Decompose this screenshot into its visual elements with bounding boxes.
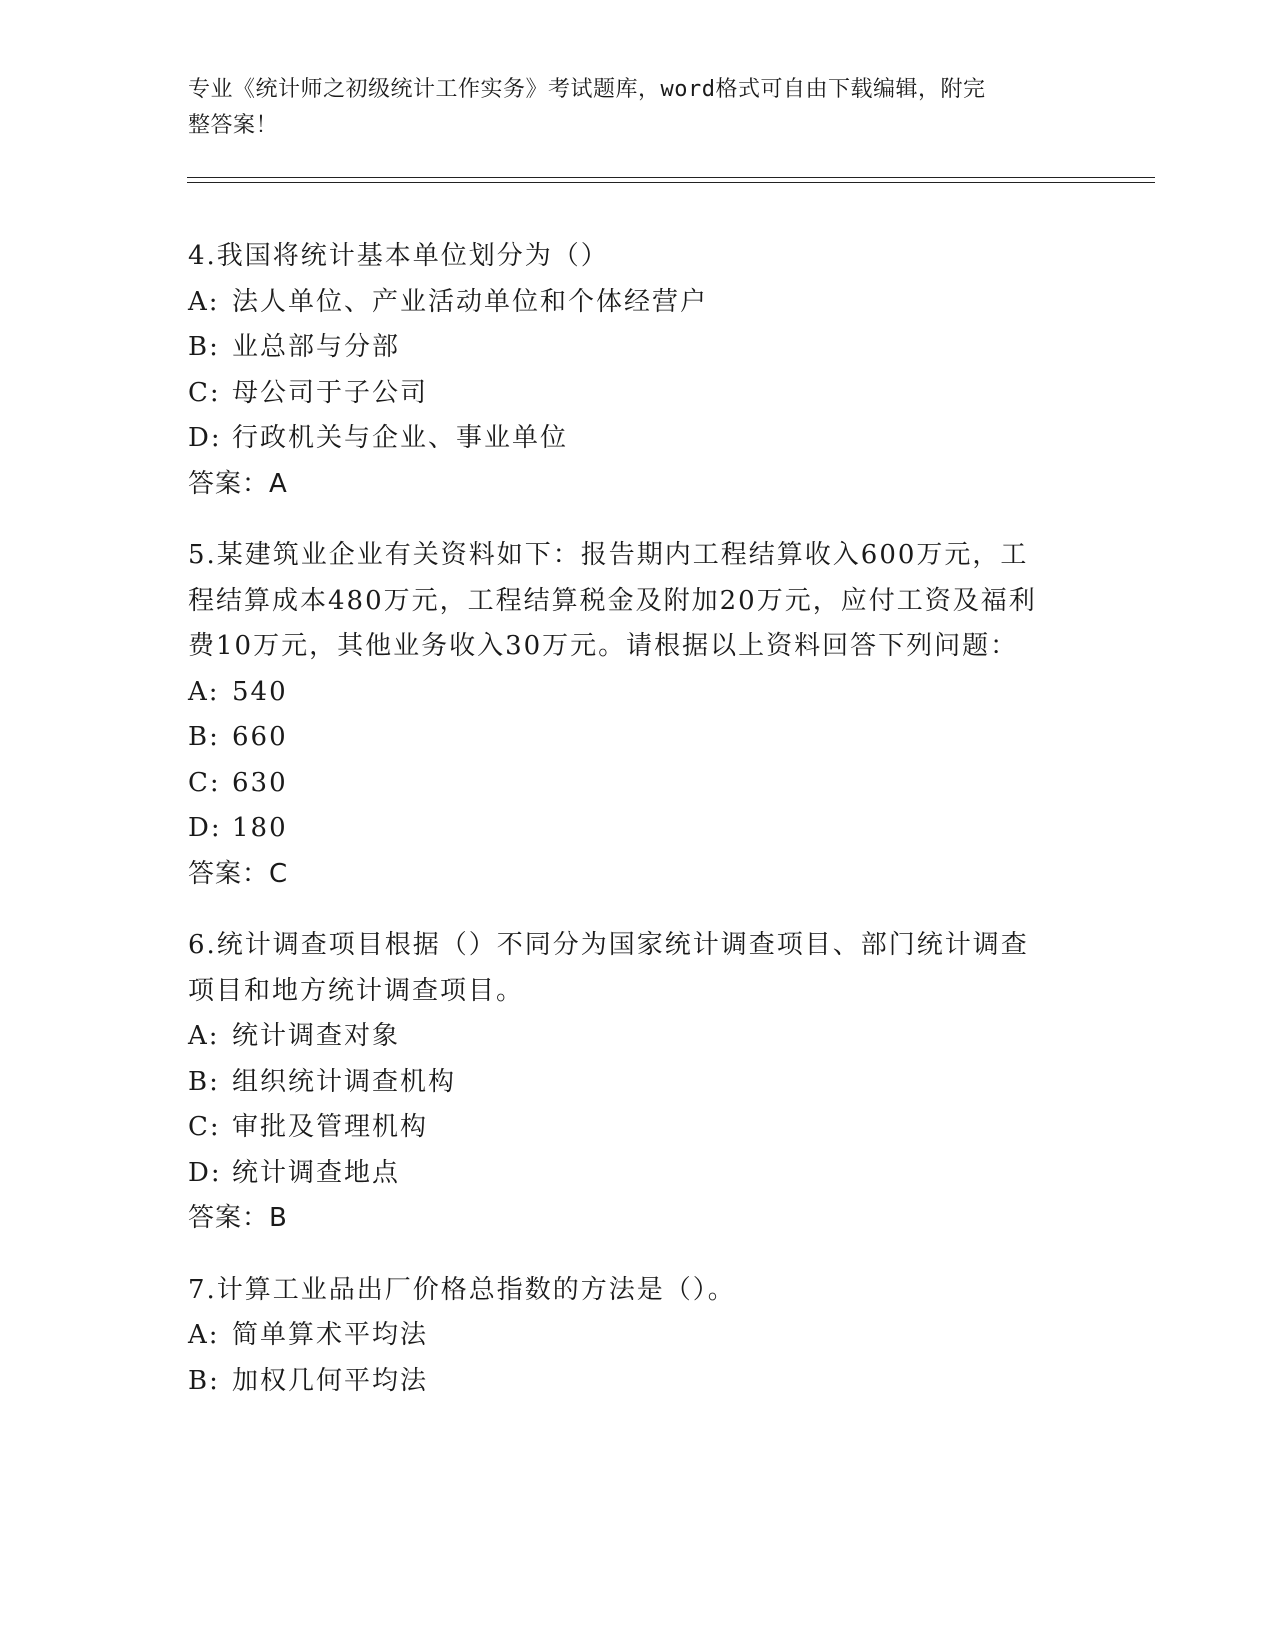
option-text: 审批及管理机构 — [232, 1112, 429, 1142]
option-a — [188, 1014, 1088, 1060]
question-stem-line-1: 6.统计调查项目根据（）不同分为国家统计调查项目、部门统计调查 — [188, 930, 1029, 960]
question-4 — [188, 234, 1088, 507]
question-5 — [188, 533, 1088, 897]
header-line-2: 整答案！ — [188, 113, 279, 138]
option-label: D: — [188, 813, 222, 843]
option-text: 母公司于子公司 — [232, 377, 429, 408]
option-d — [188, 1151, 1088, 1197]
option-d — [188, 416, 1088, 462]
question-stem-line-3: 费10万元，其他业务收入30万元。请根据以上资料回答下列问题： — [188, 631, 1019, 661]
option-a — [188, 280, 1088, 326]
option-c — [188, 1105, 1088, 1151]
question-stem-line-1: 5.某建筑业企业有关资料如下：报告期内工程结算收入600万元，工 — [188, 540, 1029, 570]
option-label: C: — [188, 1112, 221, 1142]
option-c — [188, 371, 1088, 417]
header-divider-top — [187, 177, 1155, 178]
question-stem: 7.计算工业品出厂价格总指数的方法是（）。 — [188, 1274, 736, 1305]
option-label: A: — [188, 1320, 220, 1350]
option-a — [188, 670, 1088, 716]
document-header — [188, 72, 1088, 144]
option-label: B: — [188, 1066, 220, 1097]
option-label: C: — [188, 767, 221, 798]
option-label: B: — [188, 1365, 220, 1396]
option-text: 统计调查对象 — [232, 1021, 401, 1051]
option-text: 统计调查地点 — [232, 1157, 401, 1188]
option-label: B: — [188, 722, 220, 752]
option-a — [188, 1313, 1088, 1359]
option-text: 行政机关与企业、事业单位 — [232, 423, 569, 453]
option-text: 简单算术平均法 — [232, 1320, 429, 1350]
question-stem-line-2: 项目和地方统计调查项目。 — [188, 975, 525, 1006]
question-6 — [188, 923, 1088, 1242]
option-label: C: — [188, 377, 221, 408]
question-list — [188, 234, 1088, 1430]
header-divider-bottom — [187, 182, 1155, 183]
option-text: 660 — [232, 722, 288, 752]
option-text: 180 — [232, 813, 288, 843]
option-b — [188, 325, 1088, 371]
option-text: 业总部与分部 — [232, 332, 401, 362]
answer: 答案：C — [188, 858, 289, 889]
option-label: D: — [188, 1157, 222, 1188]
option-b — [188, 715, 1088, 761]
question-7 — [188, 1268, 1088, 1405]
option-label: A: — [188, 676, 220, 707]
option-text: 540 — [232, 676, 288, 707]
option-text: 加权几何平均法 — [232, 1365, 429, 1396]
option-d — [188, 806, 1088, 852]
option-label: B: — [188, 332, 220, 362]
question-stem-line-2: 程结算成本480万元，工程结算税金及附加20万元，应付工资及福利 — [188, 585, 1037, 616]
option-text: 组织统计调查机构 — [232, 1066, 457, 1097]
answer: 答案：B — [188, 1203, 288, 1233]
option-b — [188, 1060, 1088, 1106]
option-label: D: — [188, 423, 222, 453]
option-text: 630 — [232, 767, 288, 798]
option-text: 法人单位、产业活动单位和个体经营户 — [232, 286, 709, 317]
header-line-1: 专业《统计师之初级统计工作实务》考试题库，word格式可自由下载编辑，附完 — [188, 77, 986, 102]
answer: 答案：A — [188, 468, 288, 499]
option-label: A: — [188, 286, 220, 317]
question-stem: 4.我国将统计基本单位划分为（） — [188, 241, 609, 271]
option-b — [188, 1359, 1088, 1405]
option-label: A: — [188, 1021, 220, 1051]
option-c — [188, 761, 1088, 807]
